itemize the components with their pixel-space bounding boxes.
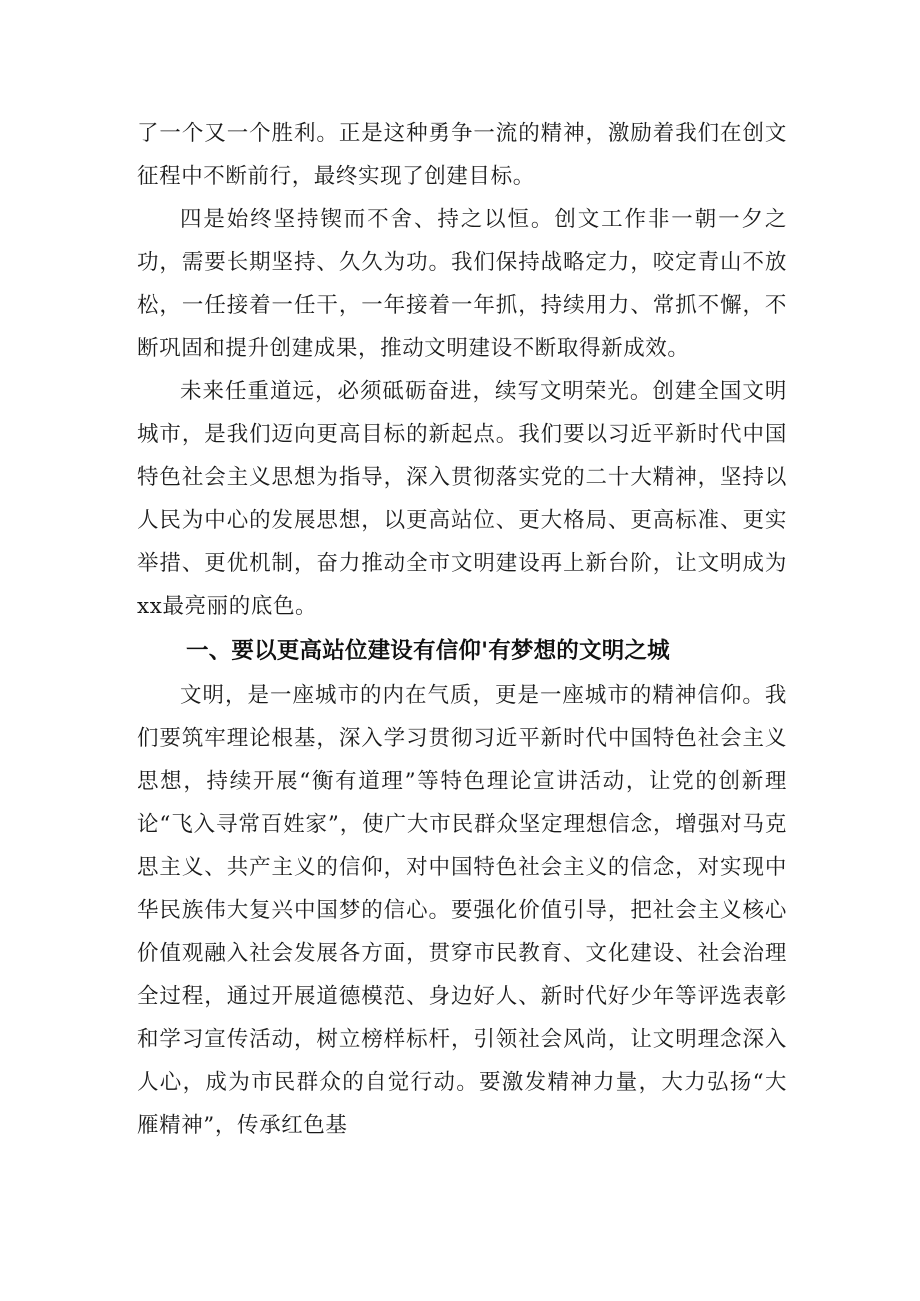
paragraph-section-one: 文明，是一座城市的内在气质，更是一座城市的精神信仰。我们要筑牢理论根基，深入学习贯彻习近平新时代中国特色社会主义思想，持续开展“衡有道理”等特色理论宣讲活动，让党的创新理论“飞入寻常百姓家”，使广大市民群众坚定理想信念，增强对马克思主义、共产主义的信仰，对中国特色社会主义的信念，对实现中华民族伟大复兴中国梦的信心。要强化价值引导，把社会主义核心价值观融入社会发展各方面，贯穿市民教育、文化建设、社会治理全过程，通过开展道德模范、身边好人、新时代好少年等评选表彰和学习宣传活动，树立榜样标杆，引领社会风尚，让文明理念深入人心，成为市民群众的自觉行动。要激发精神力量，大力弘扬“大雁精神”，传承红色基 <box>137 683 787 1138</box>
paragraph-continuation: 了一个又一个胜利。正是这种勇争一流的精神，激励着我们在创文征程中不断前行，最终实现了创建目标。 <box>137 121 787 189</box>
document-body <box>137 112 787 1147</box>
section-heading: 一、要以更高站位建设有信仰'有梦想的文明之城 <box>186 638 670 664</box>
paragraph-point-four: 四是始终坚持锲而不舍、持之以恒。创文工作非一朝一夕之功，需要长期坚持、久久为功。我们保持战略定力，咬定青山不放松，一任接着一任干，一年接着一年抓，持续用力、常抓不懈，不断巩固和提升创建成果，推动文明建设不断取得新成效。 <box>137 207 787 361</box>
paragraph-future-outlook: 未来任重道远，必须砥砺奋进，续写文明荣光。创建全国文明城市，是我们迈向更高目标的新起点。我们要以习近平新时代中国特色社会主义思想为指导，深入贯彻落实党的二十大精神，坚持以人民为中心的发展思想，以更高站位、更大格局、更高标准、更实举措、更优机制，奋力推动全市文明建设再上新台阶，让文明成为xx最亮丽的底色。 <box>137 379 787 619</box>
